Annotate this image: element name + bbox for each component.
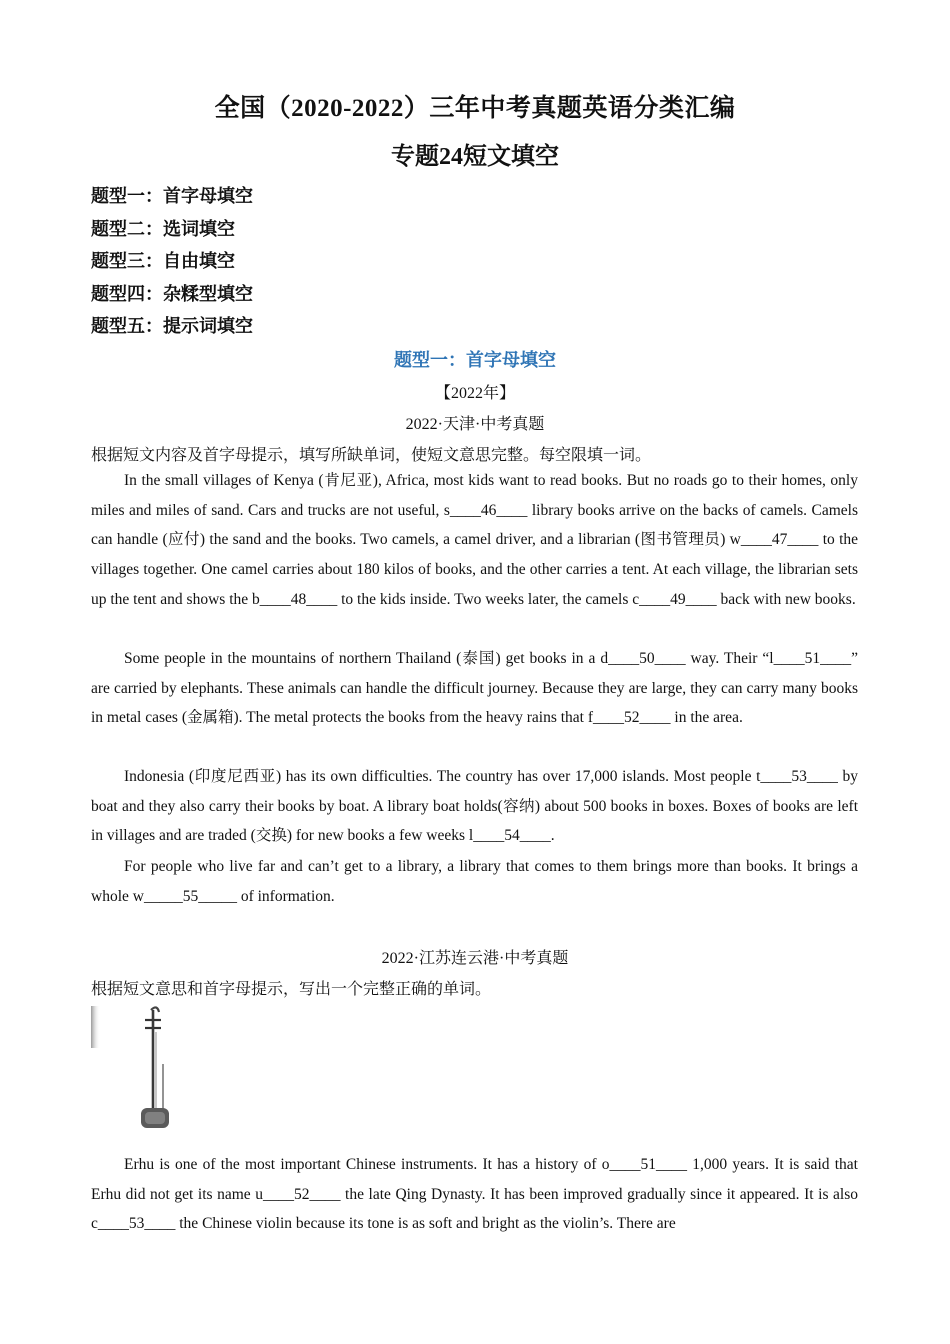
question-type-item: 题型二：选词填空 xyxy=(91,218,235,239)
question-type-item: 题型三：自由填空 xyxy=(91,251,235,272)
question-type-list xyxy=(91,182,253,345)
question-type-item: 题型一：首字母填空 xyxy=(91,186,253,206)
document-subtitle: 专题24短文填空 xyxy=(391,144,559,170)
passage1-source: 2022·天津·中考真题 xyxy=(405,416,545,433)
section-heading: 题型一：首字母填空 xyxy=(394,350,556,370)
erhu-instrument-image xyxy=(91,1004,183,1136)
question-type-item: 题型五：提示词填空 xyxy=(91,316,253,337)
passage2-instruction: 根据短文意思和首字母提示，写出一个完整正确的单词。 xyxy=(91,981,492,998)
passage1-paragraph-3: Indonesia (印度尼西亚) has its own difficulties. The country has over 17,000 islands. Most people t____53____ by boat and they also carry their books by boat. A library boat holds(容纳) about 500 books in boxes. Boxes of books are left in villages and are traded (交换) for new books a few weeks l____54____. xyxy=(91,768,858,845)
question-type-item: 题型四：杂糅型填空 xyxy=(91,283,253,304)
passage1-instruction: 根据短文内容及首字母提示，填写所缺单词，使短文意思完整。每空限填一词。 xyxy=(91,447,652,464)
passage2-paragraph: Erhu is one of the most important Chinese instruments. It has a history of o____51____ 1,000 years. It is said that Erhu did not get its name u____52____ the late Qing Dynasty. It has been improved gradually since it appeared. It is also c____53____ the Chinese violin because its tone is as soft and bright as the violin’s. There are xyxy=(91,1156,858,1233)
passage1-paragraph-2: Some people in the mountains of northern Thailand (泰国) get books in a d____50____ way. Their “l____51____” are carried by elephants. These animals can handle the difficult journey. Because they are large, they can carry many books in metal cases (金属箱). The metal protects the books from the heavy rains that f____52____ in the area. xyxy=(91,650,858,727)
passage1-paragraph-1: In the small villages of Kenya (肯尼亚), Africa, most kids want to read books. But no roads go to their homes, only miles and miles of sand. Cars and trucks are not useful, s____46____ library books arrive on the backs of camels. Camels can handle (应付) the sand and the books. Two camels, a camel driver, and a librarian (图书管理员) w____47____ to the villages together. One camel carries about 180 kilos of books, and the other carries a tent. At each village, the librarian sets up the tent and shows the b____48____ to the kids inside. Two weeks later, the camels c____49____ back with new books. xyxy=(91,472,858,608)
passage2-source: 2022·江苏连云港·中考真题 xyxy=(381,950,569,967)
document-title: 全国（2020-2022）三年中考真题英语分类汇编 xyxy=(214,95,736,122)
year-label: 【2022年】 xyxy=(434,385,515,402)
passage1-paragraph-4: For people who live far and can’t get to a library, a library that comes to them brings more than books. It brings a whole w_____55_____ of information. xyxy=(91,858,858,905)
